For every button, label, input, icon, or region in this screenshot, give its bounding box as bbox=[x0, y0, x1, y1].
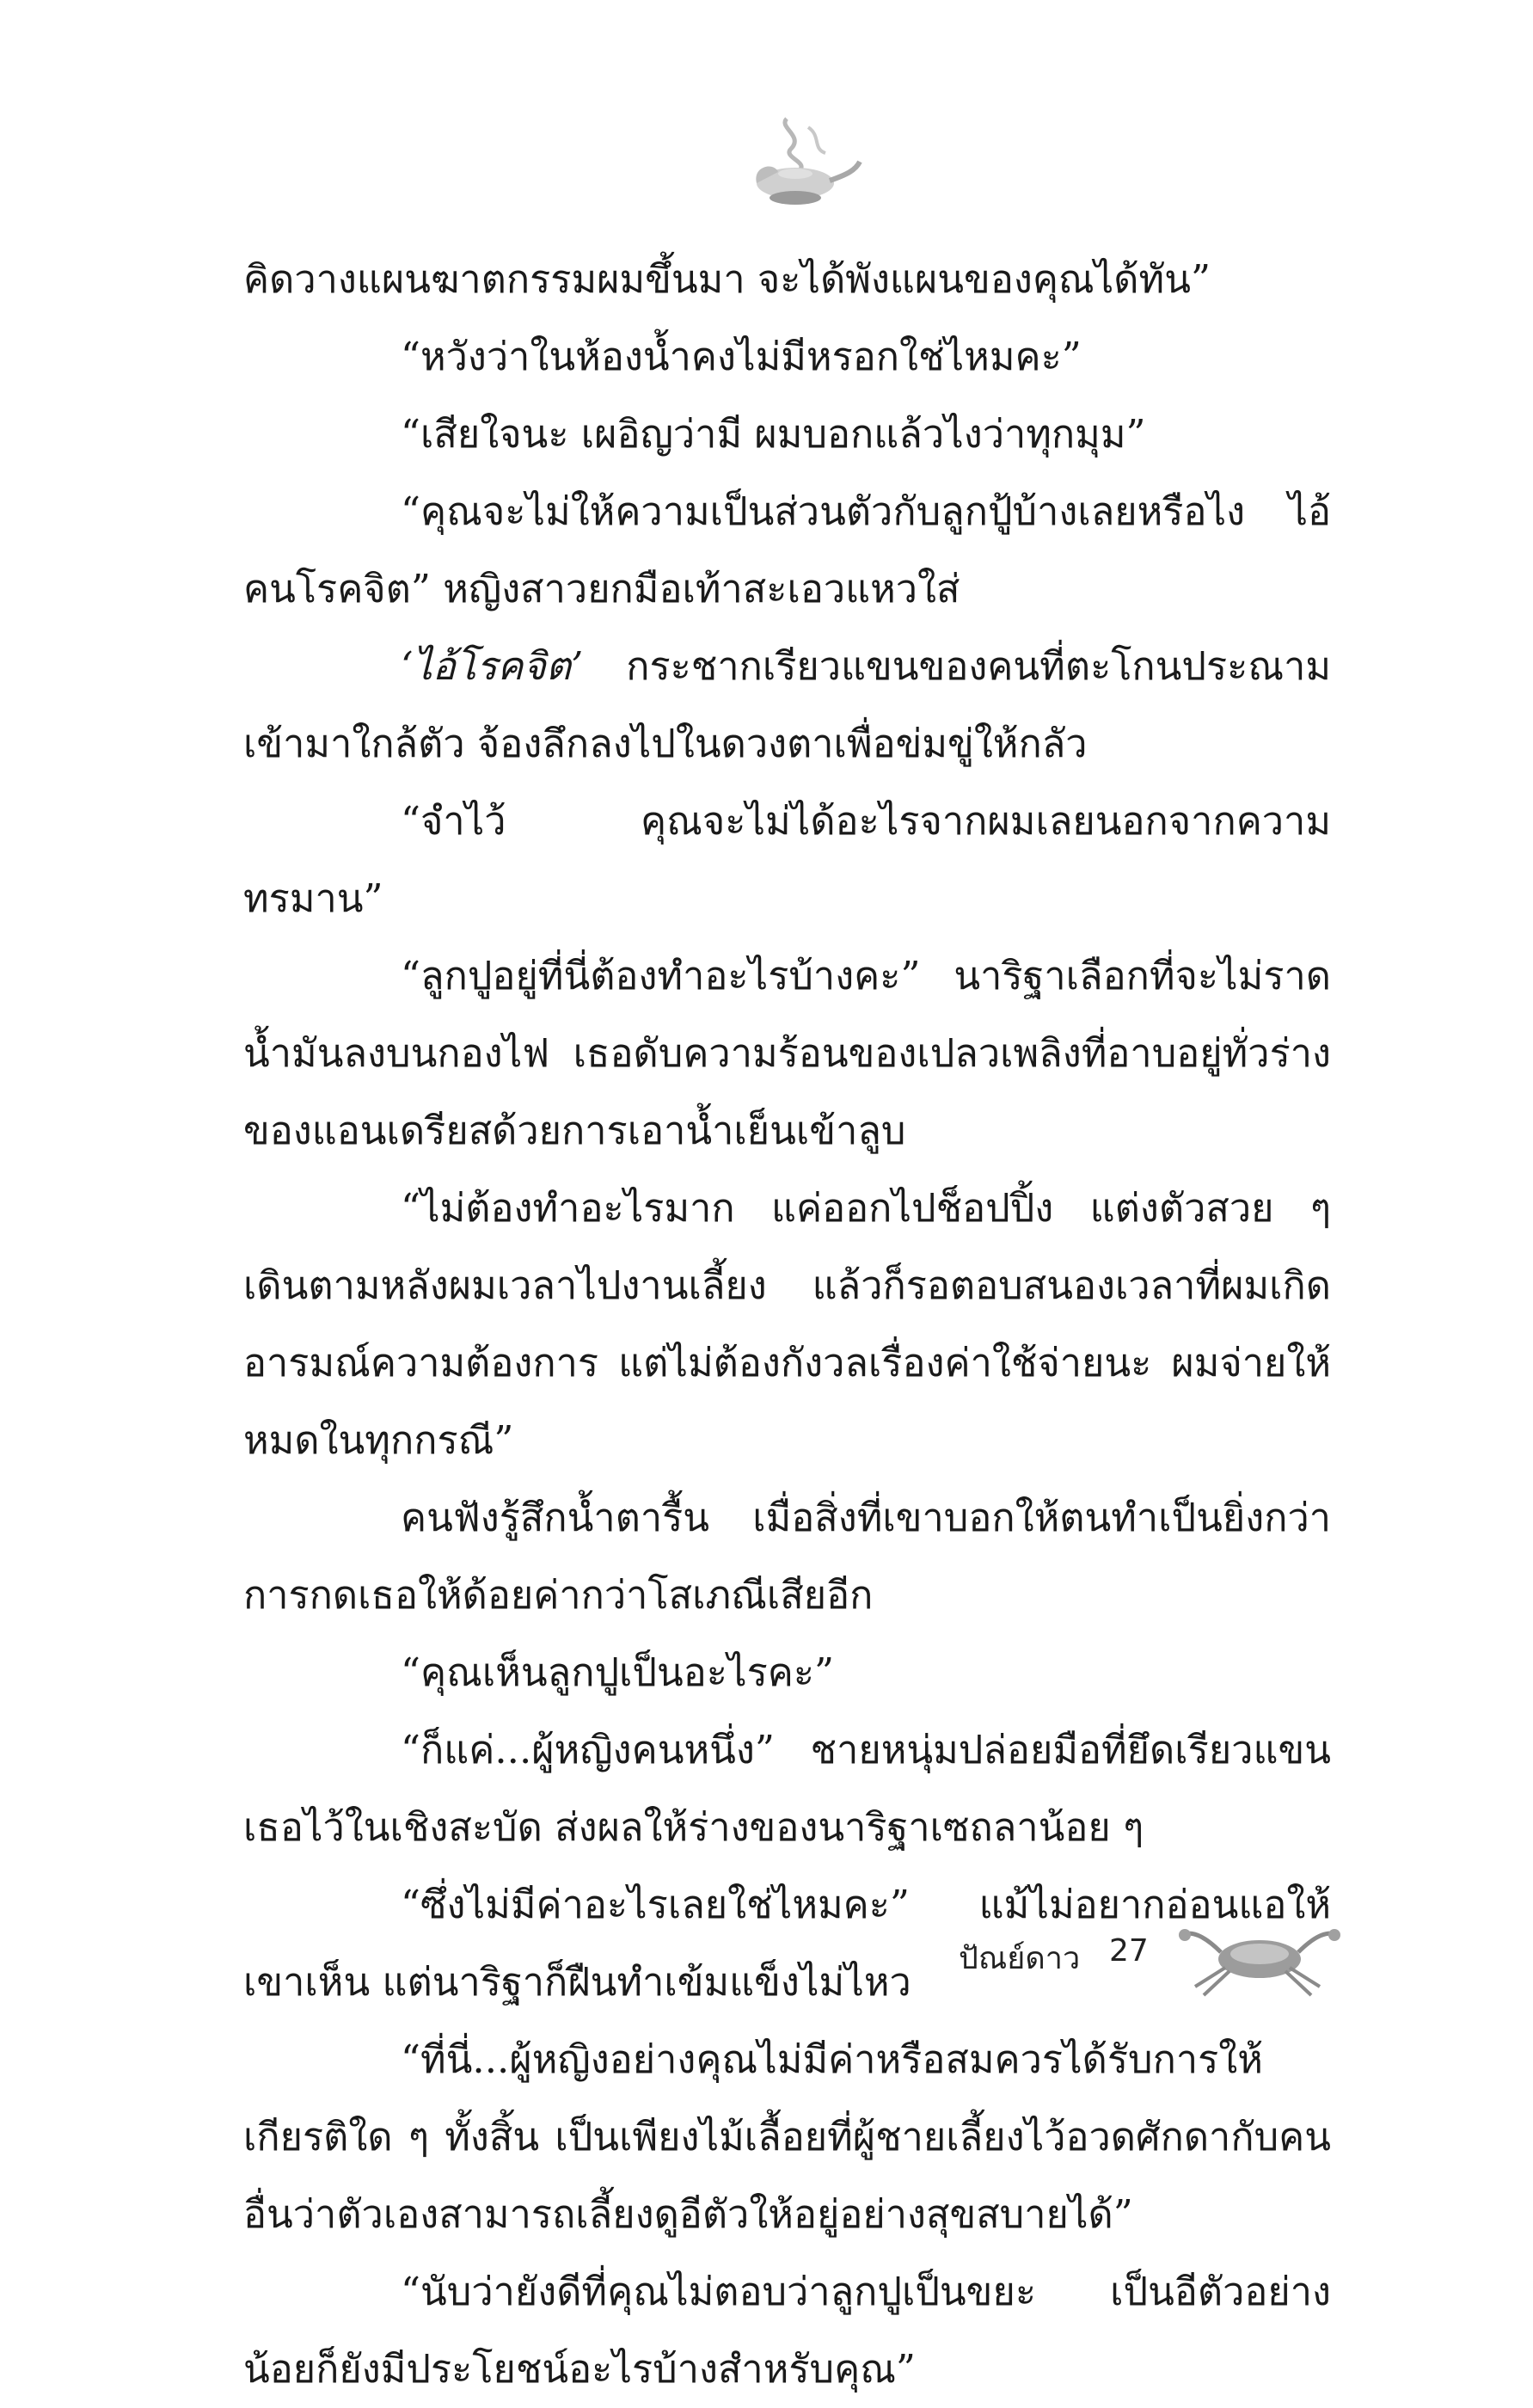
paragraph: “ไม่ต้องทำอะไรมาก แค่ออกไปช็อปปิ้ง แต่งตัวสวย ๆ เดินตามหลังผมเวลาไปงานเลี้ยง แล้วก็รอตอบสนองเวลาที่ผมเกิดอารมณ์ความต้องการ แต่ไม่ต้องกังวลเรื่องค่าใช้จ่ายนะ ผมจ่ายให้หมดในทุกกรณี” bbox=[243, 1185, 1331, 1463]
page-number: 27 bbox=[1109, 1933, 1149, 1969]
paragraph: “ก็แค่...ผู้หญิงคนหนึ่ง” ชายหนุ่มปล่อยมือที่ยึดเรียวแขนเธอไว้ในเชิงสะบัด ส่งผลให้ร่างของนาริฐาเซถลาน้อย ๆ bbox=[243, 1727, 1331, 1850]
paragraph: คิดวางแผนฆาตกรรมผมขึ้นมา จะได้พังแผนของคุณได้ทัน” bbox=[243, 256, 1211, 302]
paragraph: “ที่นี่...ผู้หญิงอย่างคุณไม่มีค่าหรือสมควรได้รับการให้เกียรติใด ๆ ทั้งสิ้น เป็นเพียงไม้เลื้อยที่ผู้ชายเลี้ยงไว้อวดศักดากับคนอื่นว่าตัวเองสามารถเลี้ยงดูอีตัวให้อยู่อย่างสุขสบายได้” bbox=[243, 2036, 1331, 2237]
paragraph: “คุณเห็นลูกปูเป็นอะไรคะ” bbox=[401, 1649, 835, 1695]
page-footer bbox=[0, 1909, 1533, 2004]
paragraph: “คุณจะไม่ให้ความเป็นส่วนตัวกับลูกปู้บ้างเลยหรือไง ไอ้คนโรคจิต” หญิงสาวยกมือเท้าสะเอวแหวใส่ bbox=[243, 488, 1331, 611]
paragraph-text: กระชากเรียวแขนของคนที่ตะโกนประณามเข้ามาใกล้ตัว จ้องลึกลงไปในดวงตาเพื่อข่มขู่ให้กลัว bbox=[243, 643, 1331, 766]
italic-phrase: ‘ไอ้โรคจิต’ bbox=[401, 643, 584, 689]
paragraph bbox=[243, 628, 1331, 783]
genie-lamp-icon bbox=[727, 101, 864, 222]
paragraph: “หวังว่าในห้องน้ำคงไม่มีหรอกใช่ไหมคะ” bbox=[401, 334, 1082, 379]
paragraph: “เสียใจนะ เผอิญว่ามี ผมบอกแล้วไงว่าทุกมุม” bbox=[401, 411, 1146, 457]
paragraph: “นับว่ายังดีที่คุณไม่ตอบว่าลูกปูเป็นขยะ เป็นอีตัวอย่างน้อยก็ยังมีประโยชน์อะไรบ้างสำหรับคุณ” bbox=[243, 2269, 1331, 2392]
crab-icon bbox=[1178, 1909, 1341, 2004]
paragraph: “ซึ่งไม่มีค่าอะไรเลยใช่ไหมคะ” แม้ไม่อยากอ่อนแอให้เขาเห็น แต่นาริฐาก็ฝืนทำเข้มแข็งไม่ไหว bbox=[243, 1882, 1331, 2005]
paragraph: “จำไว้ คุณจะไม่ได้อะไรจากผมเลยนอกจากความทรมาน” bbox=[243, 798, 1331, 921]
author-name: ปัณย์ดาว bbox=[959, 1941, 1081, 1976]
paragraph: คนฟังรู้สึกน้ำตารื้น เมื่อสิ่งที่เขาบอกให้ตนทำเป็นยิ่งกว่าการกดเธอให้ด้อยค่ากว่าโสเภณีเสียอีก bbox=[243, 1495, 1331, 1618]
paragraph: “ลูกปูอยู่ที่นี่ต้องทำอะไรบ้างคะ” นาริฐาเลือกที่จะไม่ราดน้ำมันลงบนกองไฟ เธอดับความร้อนของเปลวเพลิงที่อาบอยู่ทั่วร่างของแอนเดรียสด้วยการเอาน้ำเย็นเข้าลูบ bbox=[243, 953, 1331, 1153]
body-text bbox=[243, 241, 1331, 2408]
